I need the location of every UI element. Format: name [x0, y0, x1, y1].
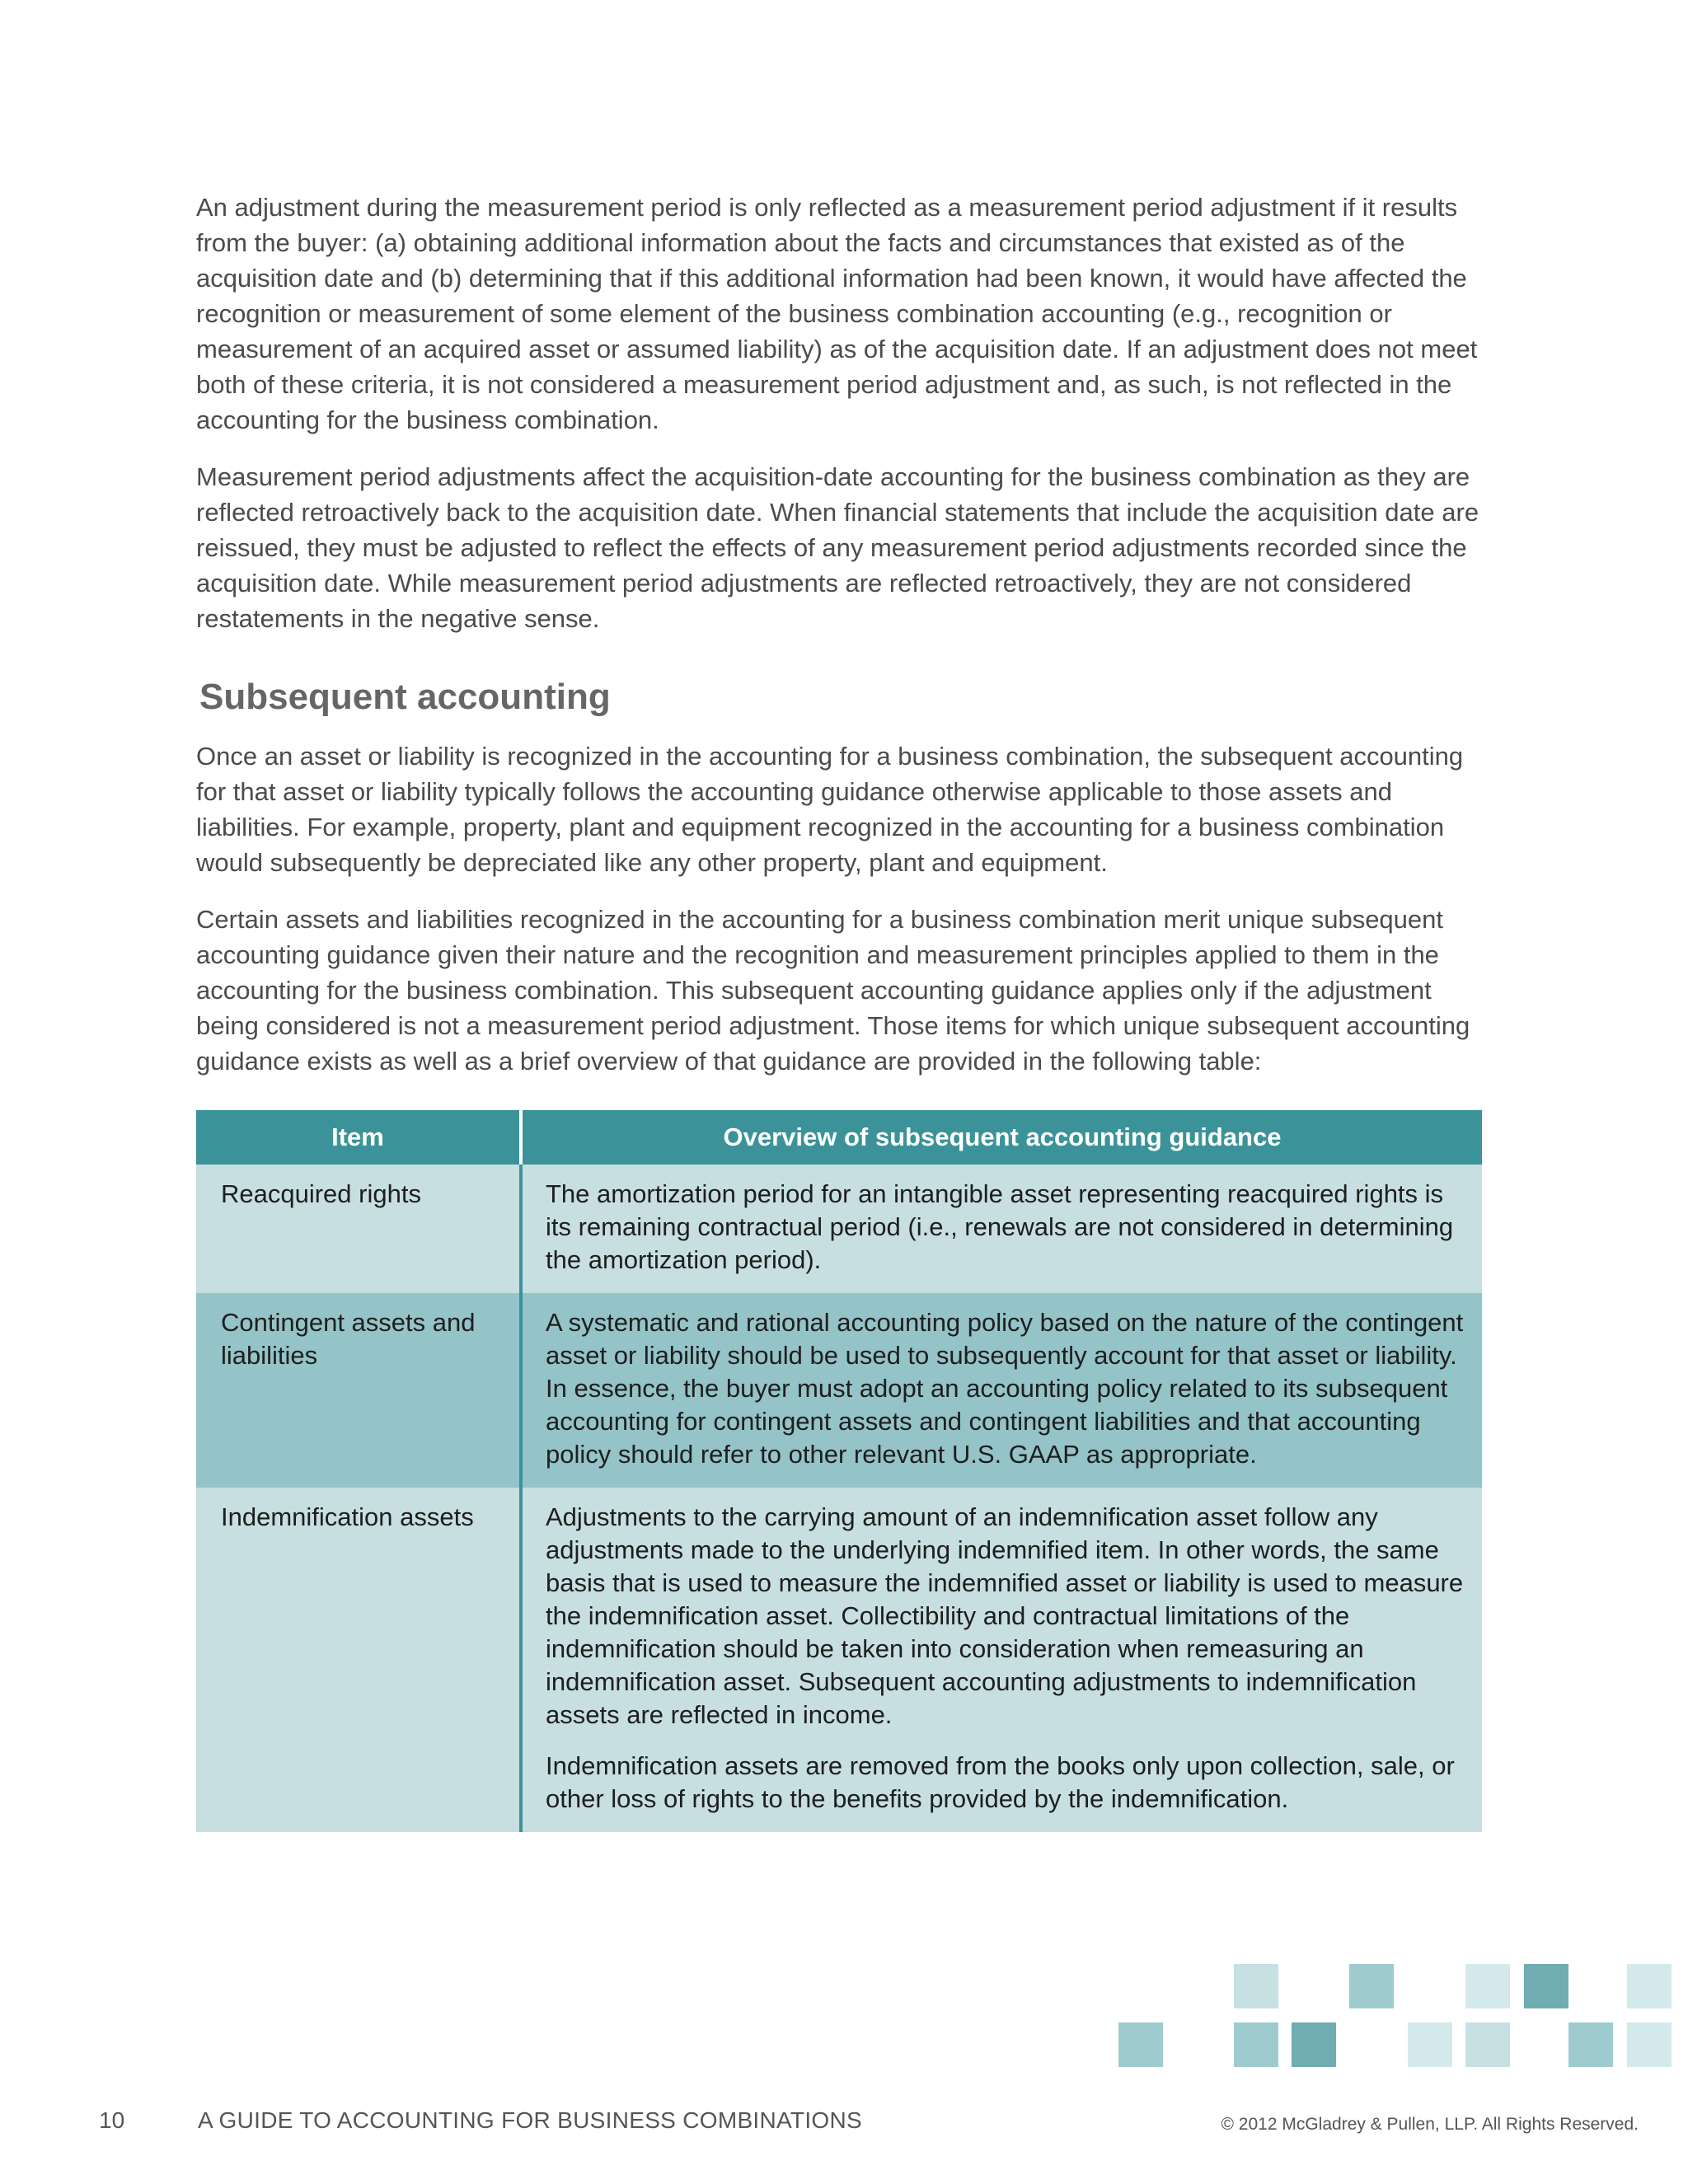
decorative-square [1627, 2022, 1672, 2067]
table-header-row [196, 1110, 1482, 1165]
paragraph: An adjustment during the measurement period is only reflected as a measurement period adjustment if it results from the buyer: (a) obtaining additional information about the facts and circumstances that existed as of the acquisition date and (b) determining that if this additional information had been known, it would have affected the recognition or measurement of some element of the business combination accounting (e.g., recognition or measurement of an acquired asset or assumed liability) as of the acquisition date. If an adjustment does not meet both of these criteria, it is not considered a measurement period adjustment and, as such, is not reflected in the accounting for the business combination. [196, 193, 1478, 434]
paragraph: Measurement period adjustments affect the acquisition-date accounting for the business combination as they are reflected retroactively back to the acquisition date. When financial statements that include the acquisition date are reissued, they must be adjusted to reflect the effects of any measurement period adjustments recorded since the acquisition date. While measurement period adjustments are reflected retroactively, they are not considered restatements in the negative sense. [196, 462, 1479, 633]
item-cell: Reacquired rights [196, 1165, 521, 1293]
page-number: 10 [99, 2107, 125, 2133]
overview-cell [521, 1488, 1482, 1832]
table-row [196, 1488, 1482, 1832]
section-heading: Subsequent accounting [199, 677, 611, 717]
column-header-item: Item [196, 1110, 521, 1165]
decorative-square [1568, 2022, 1613, 2067]
decorative-square [1234, 1964, 1278, 2008]
table-row [196, 1165, 1482, 1293]
overview-cell [521, 1293, 1482, 1488]
guidance-table [196, 1110, 1482, 1832]
paragraph: Once an asset or liability is recognized in the accounting for a business combination, the subsequent accounting for that asset or liability typically follows the accounting guidance otherwise applicable to those assets and liabilities. For example, property, plant and equipment recognized in the accounting for a business combination would subsequently be depreciated like any other property, plant and equipment. [196, 742, 1464, 877]
item-cell: Indemnification assets [196, 1488, 521, 1832]
decorative-square [1118, 2022, 1163, 2067]
decorative-square [1465, 2022, 1510, 2067]
page-content [196, 190, 1482, 1832]
column-header-overview: Overview of subsequent accounting guidance [521, 1110, 1482, 1165]
overview-text: A systematic and rational accounting policy based on the nature of the contingent asset or liability should be used to subsequently account for that asset or liability. In essence, the buyer must adopt an accounting policy related to its subsequent accounting for contingent assets and contingent liabilities and that accounting policy should refer to other relevant U.S. GAAP as appropriate. [546, 1308, 1464, 1469]
overview-text: Indemnification assets are removed from the books only upon collection, sale, or other loss of rights to the benefits provided by the indemnification. [546, 1751, 1455, 1813]
table-row [196, 1293, 1482, 1488]
decorative-square [1292, 2022, 1336, 2067]
decorative-square [1408, 2022, 1452, 2067]
overview-text: Adjustments to the carrying amount of an indemnification asset follow any adjustments made to the underlying indemnified item. In other words, the same basis that is used to measure the indemnified asset or liability is used to measure the indemnification asset. Collectibility and contractual limitations of the indemnification should be taken into consideration when remeasuring an indemnification asset. Subsequent accounting adjustments to indemnification assets are reflected in income. [546, 1502, 1464, 1729]
paragraph: Certain assets and liabilities recognized in the accounting for a business combination merit unique subsequent accounting guidance given their nature and the recognition and measurement principles applied to them in the accounting for the business combination. This subsequent accounting guidance applies only if the adjustment being considered is not a measurement period adjustment. Those items for which unique subsequent accounting guidance exists as well as a brief overview of that guidance are provided in the following table: [196, 905, 1470, 1076]
decorative-square [1627, 1964, 1672, 2008]
overview-text: The amortization period for an intangible asset representing reacquired rights is its remaining contractual period (i.e., renewals are not considered in determining the amortization period). [546, 1179, 1454, 1274]
decorative-square [1349, 1964, 1394, 2008]
decorative-square [1234, 2022, 1278, 2067]
item-cell: Contingent assets and liabilities [196, 1293, 521, 1488]
decorative-square [1524, 1964, 1568, 2008]
overview-cell [521, 1165, 1482, 1293]
decorative-square [1465, 1964, 1510, 2008]
copyright-notice: © 2012 McGladrey & Pullen, LLP. All Rights Reserved. [1221, 2115, 1639, 2134]
footer-title: A GUIDE TO ACCOUNTING FOR BUSINESS COMBINATIONS [198, 2107, 862, 2133]
